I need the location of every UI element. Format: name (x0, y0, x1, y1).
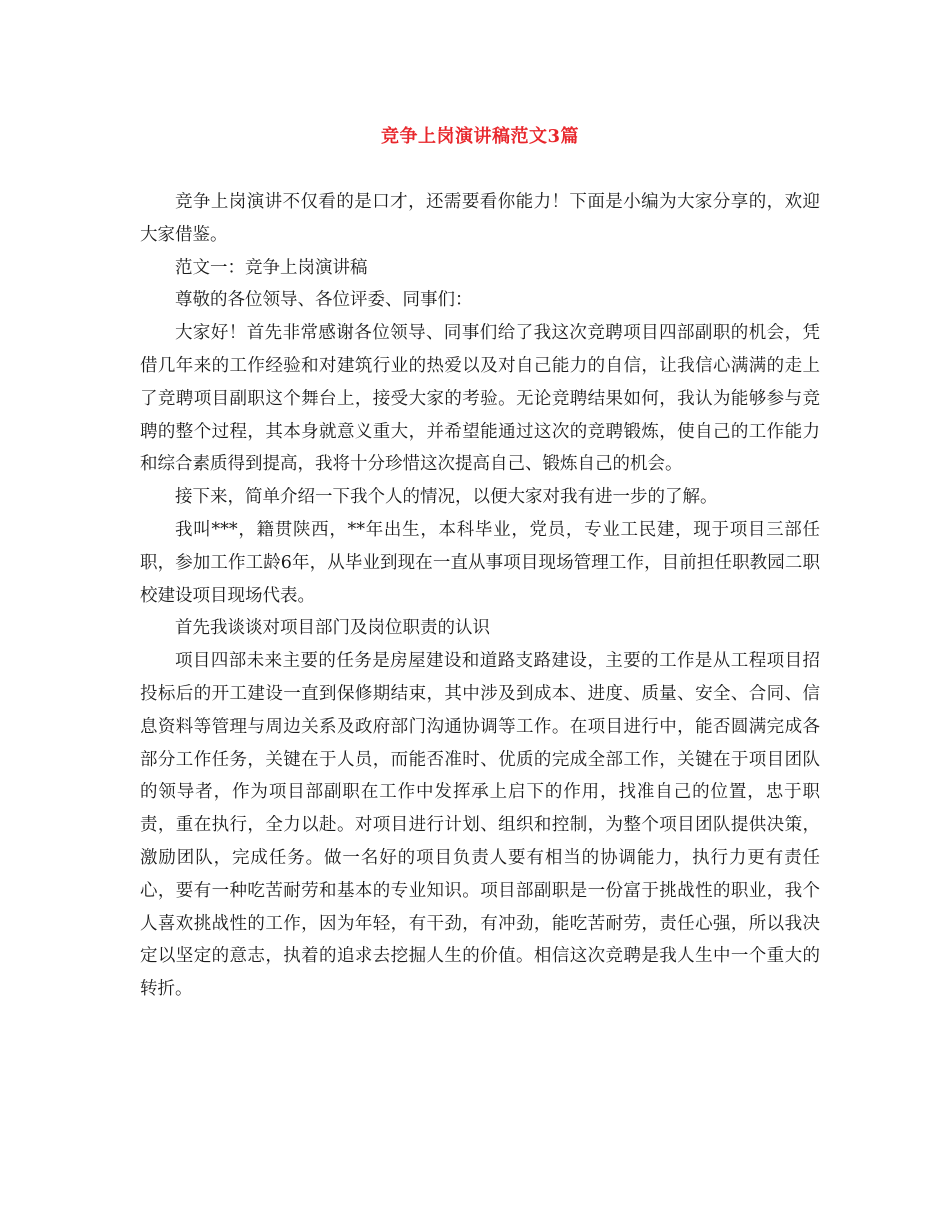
section-heading: 首先我谈谈对项目部门及岗位职责的认识 (175, 618, 490, 639)
greeting-paragraph: 大家好！首先非常感谢各位领导、同事们给了我这次竞聘项目四部副职的机会，凭借几年来的工作经验和对建筑行业的热爱以及对自己能力的自信，让我信心满满的走上了竞聘项目副职这个舞台上，接受大家的考验。无论竞聘结果如何，我认为能够参与竞聘的整个过程，其本身就意义重大，并希望能通过这次的竞聘锻炼，使自己的工作能力和综合素质得到提高，我将十分珍惜这次提高自己、锻炼自己的机会。 (140, 323, 820, 475)
duties-paragraph: 项目四部未来主要的任务是房屋建设和道路支路建设，主要的工作是从工程项目招投标后的开工建设一直到保修期结束，其中涉及到成本、进度、质量、安全、合同、信息资料等管理与周边关系及政府部门沟通协调等工作。在项目进行中，能否圆满完成各部分工作任务，关键在于人员，而能否准时、优质的完成全部工作，关键在于项目团队的领导者，作为项目部副职在工作中发挥承上启下的作用，找准自己的位置，忠于职责，重在执行，全力以赴。对项目进行计划、组织和控制，为整个项目团队提供决策，激励团队，完成任务。做一名好的项目负责人要有相当的协调能力，执行力更有责任心，要有一种吃苦耐劳和基本的专业知识。项目部副职是一份富于挑战性的职业，我个人喜欢挑战性的工作，因为年轻，有干劲，有冲劲，能吃苦耐劳，责任心强，所以我决定以坚定的意志，执着的追求去挖掘人生的价值。相信这次竞聘是我人生中一个重大的转折。 (140, 651, 820, 1000)
document-title: 竞争上岗演讲稿范文3篇 (380, 126, 580, 147)
intro-paragraph: 竞争上岗演讲不仅看的是口才，还需要看你能力！下面是小编为大家分享的，欢迎大家借鉴。 (140, 192, 820, 245)
introduction-paragraph: 接下来，简单介绍一下我个人的情况，以便大家对我有进一步的了解。 (175, 487, 718, 508)
salutation: 尊敬的各位领导、各位评委、同事们： (175, 290, 473, 311)
sample-heading: 范文一：竞争上岗演讲稿 (175, 257, 368, 278)
personal-info-paragraph: 我叫***，籍贯陕西，**年出生，本科毕业，党员，专业工民建，现于项目三部任职，参加工作工龄6年，从毕业到现在一直从事项目现场管理工作，目前担任职教园二职校建设项目现场代表。 (140, 519, 820, 606)
